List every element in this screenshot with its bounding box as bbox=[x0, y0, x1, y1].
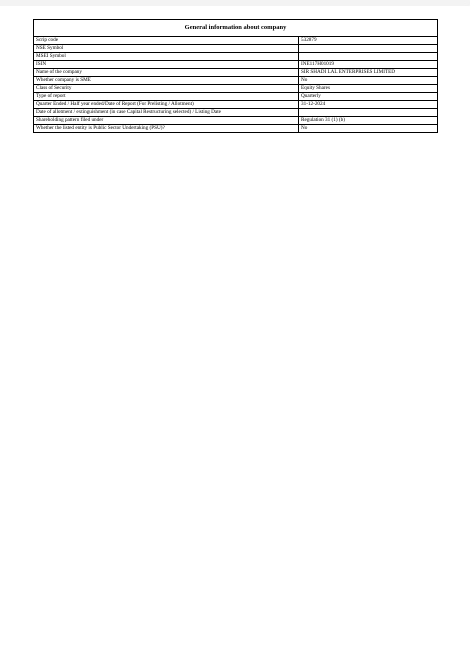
table-row bbox=[34, 53, 438, 61]
row-label: ISIN bbox=[34, 61, 299, 69]
row-value bbox=[299, 53, 438, 61]
table-row bbox=[34, 85, 438, 93]
row-value: 31-12-2024 bbox=[299, 101, 438, 109]
table-row bbox=[34, 61, 438, 69]
table-row bbox=[34, 77, 438, 85]
row-value: Regulation 31 (1) (b) bbox=[299, 117, 438, 125]
row-label: NSE Symbol bbox=[34, 45, 299, 53]
table-row bbox=[34, 69, 438, 77]
row-label: Whether company is SME bbox=[34, 77, 299, 85]
row-label: Type of report bbox=[34, 93, 299, 101]
row-label: Shareholding pattern filed under bbox=[34, 117, 299, 125]
row-value: No bbox=[299, 125, 438, 133]
row-value bbox=[299, 45, 438, 53]
table-row bbox=[34, 117, 438, 125]
row-value: 532879 bbox=[299, 37, 438, 45]
row-label: Class of Security bbox=[34, 85, 299, 93]
row-label: Name of the company bbox=[34, 69, 299, 77]
table-row bbox=[34, 45, 438, 53]
row-value: SIR SHADI LAL ENTERPRISES LIMITED bbox=[299, 69, 438, 77]
row-value: No bbox=[299, 77, 438, 85]
viewer-top-edge bbox=[0, 0, 470, 6]
general-information-table bbox=[33, 19, 438, 133]
table-row bbox=[34, 109, 438, 117]
row-label: MSEI Symbol bbox=[34, 53, 299, 61]
table-row bbox=[34, 125, 438, 133]
row-label: Date of allotment / extinguishment (in case Capital Restructuring selected) / Listing Date bbox=[34, 109, 299, 117]
row-value: Quarterly bbox=[299, 93, 438, 101]
row-label: Scrip code bbox=[34, 37, 299, 45]
row-value: Equity Shares bbox=[299, 85, 438, 93]
table-row bbox=[34, 93, 438, 101]
table-title-row bbox=[34, 20, 438, 37]
table-row bbox=[34, 37, 438, 45]
table-title: General information about company bbox=[34, 20, 438, 37]
table-row bbox=[34, 101, 438, 109]
row-label: Whether the listed entity is Public Sector Undertaking (PSU)? bbox=[34, 125, 299, 133]
row-value bbox=[299, 109, 438, 117]
row-value: INE117H01019 bbox=[299, 61, 438, 69]
row-label: Quarter Ended / Half year ended/Date of Report (For Prelisting / Allotment) bbox=[34, 101, 299, 109]
